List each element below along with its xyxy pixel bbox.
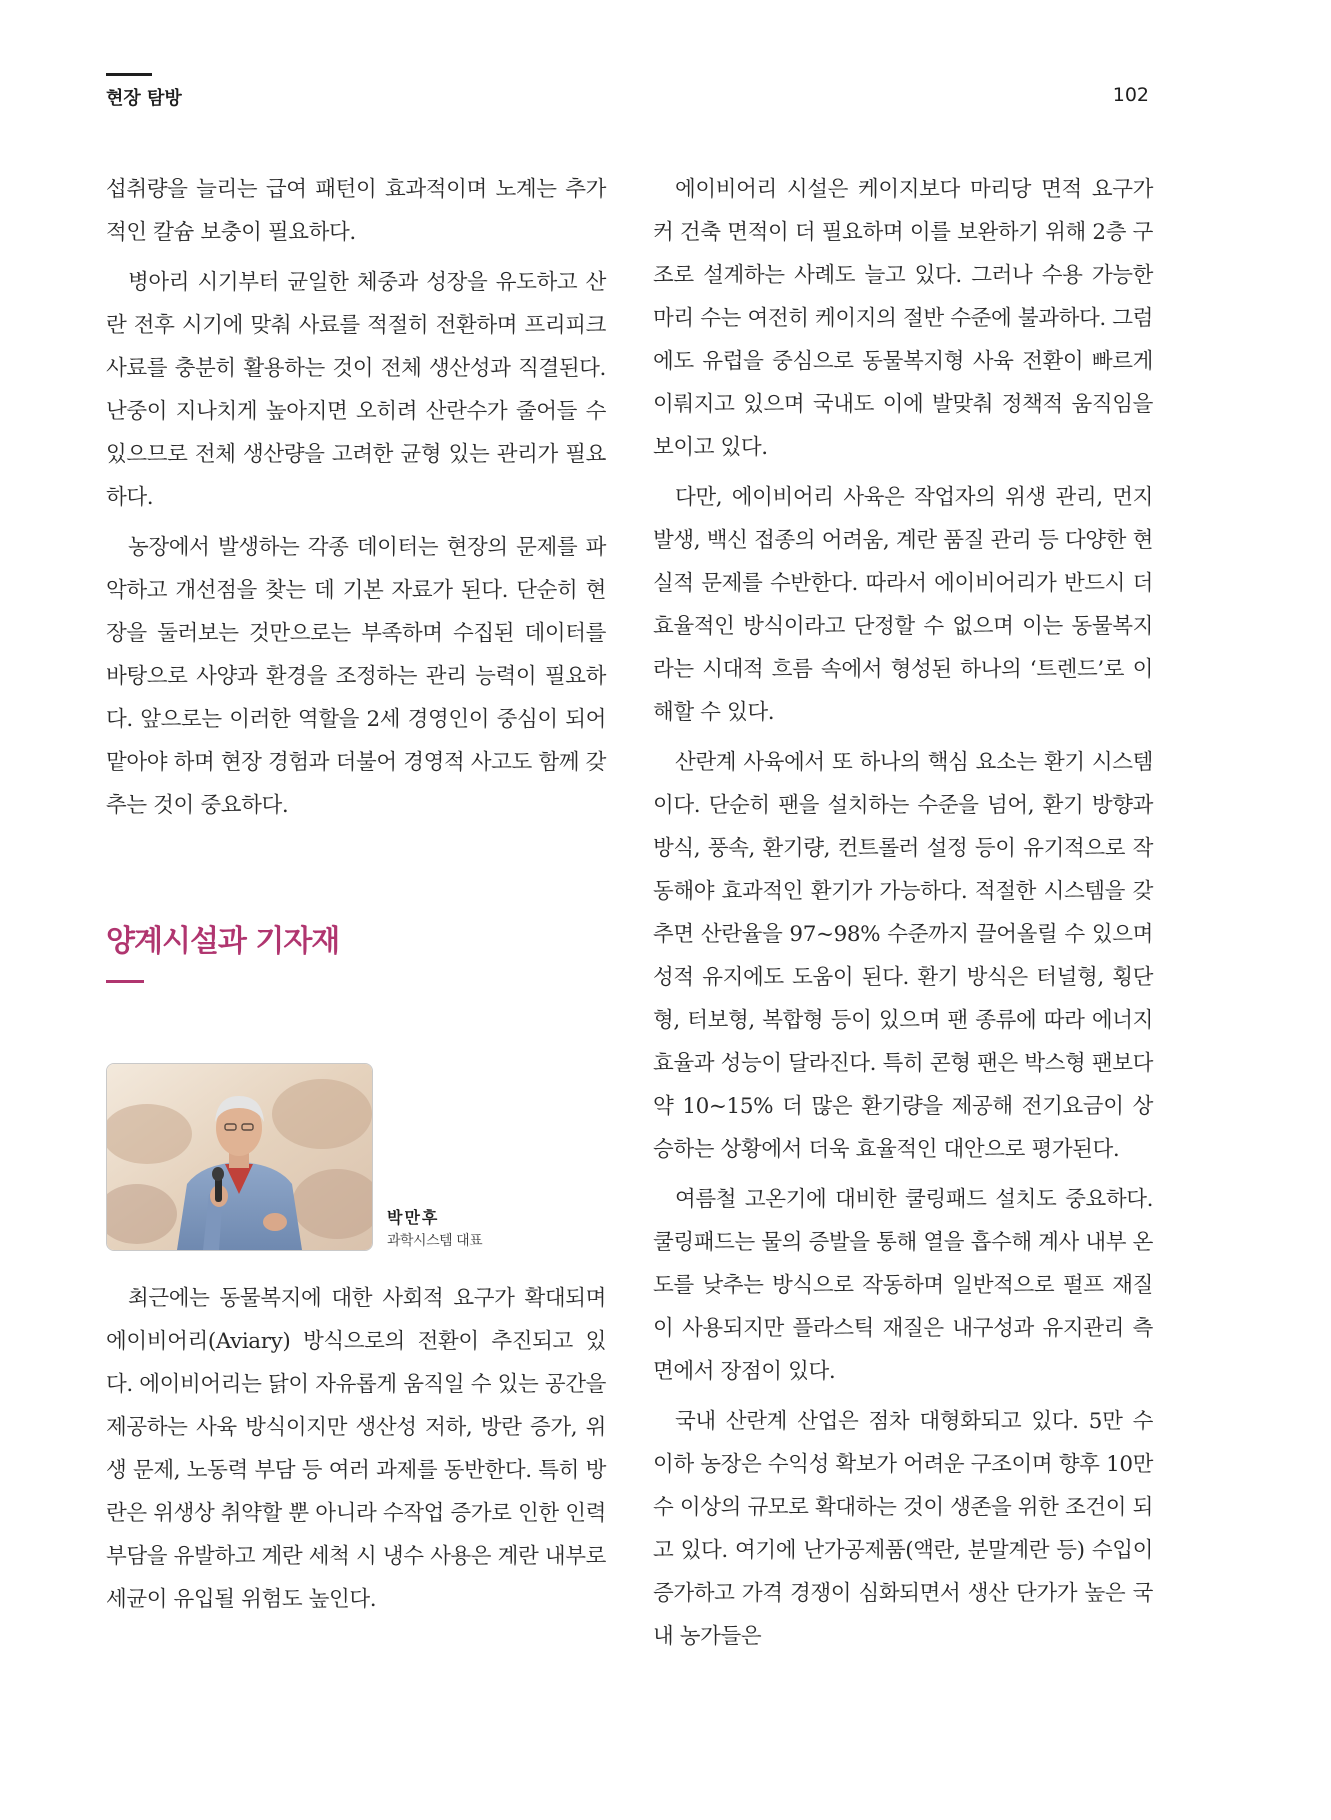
- body-paragraph: 여름철 고온기에 대비한 쿨링패드 설치도 중요하다. 쿨링패드는 물의 증발을 통해 열을 흡수해 계사 내부 온도를 낮추는 방식으로 작동하며 일반적으로 펄프 재질이 사용되지만 플라스틱 재질은 내구성과 유지관리 측면에서 장점이 있다.: [653, 1187, 1153, 1384]
- right-column: [653, 168, 1153, 1665]
- header-rule: [106, 73, 152, 76]
- section-heading-rule: [106, 980, 144, 983]
- body-paragraph: 국내 산란계 산업은 점차 대형화되고 있다. 5만 수 이하 농장은 수익성 확보가 어려운 구조이며 향후 10만 수 이상의 규모로 확대하는 것이 생존을 위한 조건이 되고 있다. 여기에 난가공제품(액란, 분말계란 등) 수입이 증가하고 가격 경쟁이 심화되면서 생산 단가가 높은 국내 농가들은: [653, 1409, 1153, 1649]
- body-paragraph: 병아리 시기부터 균일한 체중과 성장을 유도하고 산란 전후 시기에 맞춰 사료를 적절히 전환하며 프리피크 사료를 충분히 활용하는 것이 전체 생산성과 직결된다. 난중이 지나치게 높아지면 오히려 산란수가 줄어들 수 있으므로 전체 생산량을 고려한 균형 있는 관리가 필요하다.: [106, 270, 606, 510]
- page-number: 102: [1112, 84, 1149, 106]
- speaker-photo: [106, 1063, 373, 1251]
- body-paragraph: 최근에는 동물복지에 대한 사회적 요구가 확대되며 에이비어리(Aviary) 방식으로의 전환이 추진되고 있다. 에이비어리는 닭이 자유롭게 움직일 수 있는 공간을 제공하는 사육 방식이지만 생산성 저하, 방란 증가, 위생 문제, 노동력 부담 등 여러 과제를 동반한다. 특히 방란은 위생상 취약할 뿐 아니라 수작업 증가로 인한 인력 부담을 유발하고 계란 세척 시 냉수 사용은 계란 내부로 세균이 유입될 위험도 높인다.: [106, 1286, 606, 1612]
- body-paragraph: 농장에서 발생하는 각종 데이터는 현장의 문제를 파악하고 개선점을 찾는 데 기본 자료가 된다. 단순히 현장을 둘러보는 것만으로는 부족하며 수집된 데이터를 바탕으로 사양과 환경을 조정하는 관리 능력이 필요하다. 앞으로는 이러한 역할을 2세 경영인이 중심이 되어 맡아야 하며 현장 경험과 더불어 경영적 사고도 함께 갖추는 것이 중요하다.: [106, 535, 606, 818]
- section-heading: 양계시설과 기자재: [106, 924, 340, 959]
- section-label: 현장 탐방: [106, 88, 182, 109]
- speaker-name: 박만후: [387, 1208, 440, 1227]
- body-paragraph: 섭취량을 늘리는 급여 패턴이 효과적이며 노계는 추가적인 칼슘 보충이 필요하다.: [106, 177, 606, 245]
- body-paragraph: 다만, 에이비어리 사육은 작업자의 위생 관리, 먼지 발생, 백신 접종의 어려움, 계란 품질 관리 등 다양한 현실적 문제를 수반한다. 따라서 에이비어리가 반드시 더 효율적인 방식이라고 단정할 수 없으며 이는 동물복지라는 시대적 흐름 속에서 형성된 하나의 ‘트렌드’로 이해할 수 있다.: [653, 485, 1153, 725]
- body-paragraph: 에이비어리 시설은 케이지보다 마리당 면적 요구가 커 건축 면적이 더 필요하며 이를 보완하기 위해 2층 구조로 설계하는 사례도 늘고 있다. 그러나 수용 가능한 마리 수는 여전히 케이지의 절반 수준에 불과하다. 그럼에도 유럽을 중심으로 동물복지형 사육 전환이 빠르게 이뤄지고 있으며 국내도 이에 발맞춰 정책적 움직임을 보이고 있다.: [653, 177, 1153, 460]
- speaker-role: 과학시스템 대표: [387, 1233, 483, 1249]
- left-column-bottom: [106, 1277, 606, 1628]
- left-column-top: [106, 168, 606, 834]
- body-paragraph: 산란계 사육에서 또 하나의 핵심 요소는 환기 시스템이다. 단순히 팬을 설치하는 수준을 넘어, 환기 방향과 방식, 풍속, 환기량, 컨트롤러 설정 등이 유기적으로 작동해야 효과적인 환기가 가능하다. 적절한 시스템을 갖추면 산란율을 97~98% 수준까지 끌어올릴 수 있으며 성적 유지에도 도움이 된다. 환기 방식은 터널형, 횡단형, 터보형, 복합형 등이 있으며 팬 종류에 따라 에너지 효율과 성능이 달라진다. 특히 콘형 팬은 박스형 팬보다 약 10~15% 더 많은 환기량을 제공해 전기요금이 상승하는 상황에서 더욱 효율적인 대안으로 평가된다.: [653, 750, 1153, 1162]
